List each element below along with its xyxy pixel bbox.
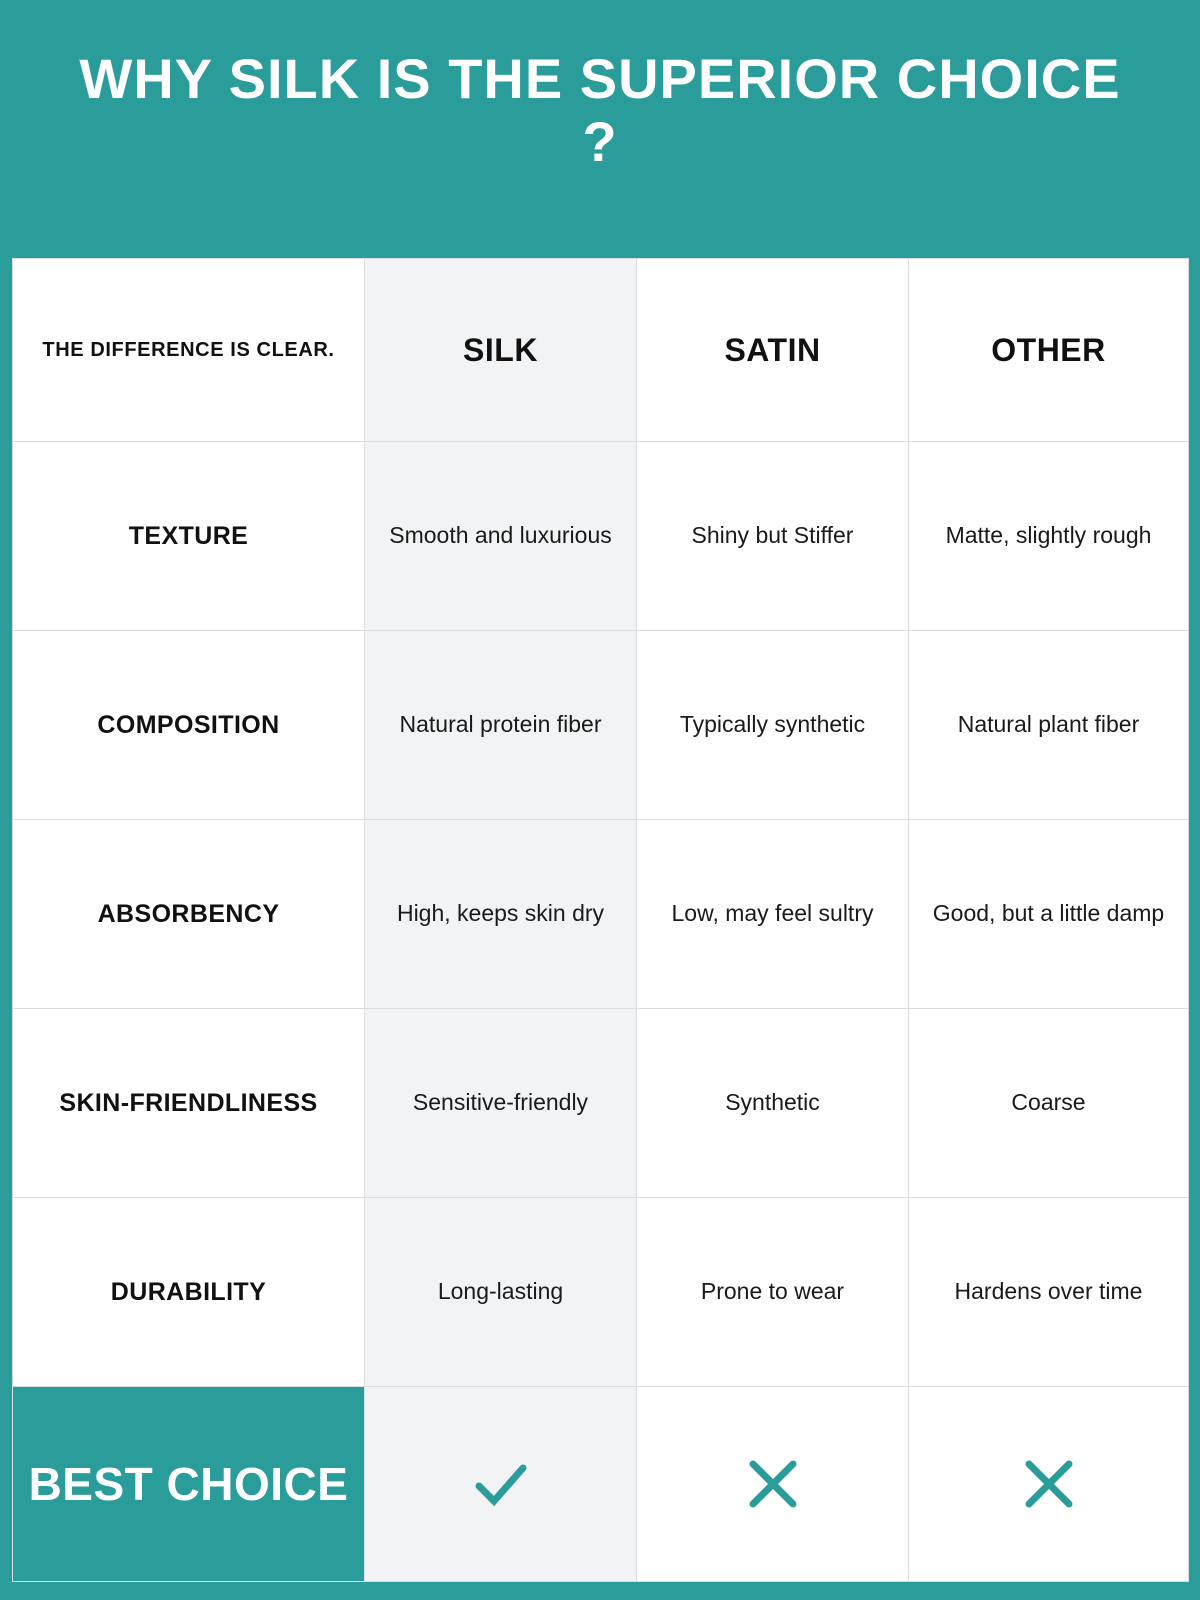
column-header-satin: SATIN <box>637 259 909 442</box>
table-row <box>13 1009 1189 1198</box>
row-label-composition: COMPOSITION <box>13 631 365 820</box>
check-icon <box>465 1448 537 1520</box>
verdict-satin <box>637 1387 909 1582</box>
cell-durability-satin: Prone to wear <box>637 1198 909 1387</box>
cross-icon <box>1013 1448 1085 1520</box>
row-label-durability: DURABILITY <box>13 1198 365 1387</box>
table-row <box>13 442 1189 631</box>
verdict-silk <box>365 1387 637 1582</box>
cell-composition-satin: Typically synthetic <box>637 631 909 820</box>
cell-absorbency-satin: Low, may feel sultry <box>637 820 909 1009</box>
row-label-absorbency: ABSORBENCY <box>13 820 365 1009</box>
row-label-texture: TEXTURE <box>13 442 365 631</box>
cell-texture-other: Matte, slightly rough <box>909 442 1189 631</box>
row-label-skin-friendliness: SKIN-FRIENDLINESS <box>13 1009 365 1198</box>
column-header-silk: SILK <box>365 259 637 442</box>
column-header-other: OTHER <box>909 259 1189 442</box>
cell-skin-friendliness-satin: Synthetic <box>637 1009 909 1198</box>
cell-durability-other: Hardens over time <box>909 1198 1189 1387</box>
cell-absorbency-silk: High, keeps skin dry <box>365 820 637 1009</box>
comparison-table <box>12 258 1189 1582</box>
cell-composition-silk: Natural protein fiber <box>365 631 637 820</box>
best-choice-label: BEST CHOICE <box>13 1387 365 1582</box>
table-row <box>13 631 1189 820</box>
cell-composition-other: Natural plant fiber <box>909 631 1189 820</box>
title-band <box>0 0 1200 203</box>
table-row <box>13 820 1189 1009</box>
cell-skin-friendliness-other: Coarse <box>909 1009 1189 1198</box>
table-header-row <box>13 259 1189 442</box>
corner-label: THE DIFFERENCE IS CLEAR. <box>13 259 365 442</box>
cell-skin-friendliness-silk: Sensitive-friendly <box>365 1009 637 1198</box>
table-row <box>13 1198 1189 1387</box>
comparison-table-wrapper <box>12 258 1188 1582</box>
page-title: WHY SILK IS THE SUPERIOR CHOICE ? <box>79 47 1121 173</box>
table-footer-row <box>13 1387 1189 1582</box>
cell-durability-silk: Long-lasting <box>365 1198 637 1387</box>
cell-texture-silk: Smooth and luxurious <box>365 442 637 631</box>
cell-texture-satin: Shiny but Stiffer <box>637 442 909 631</box>
cross-icon <box>737 1448 809 1520</box>
cell-absorbency-other: Good, but a little damp <box>909 820 1189 1009</box>
verdict-other <box>909 1387 1189 1582</box>
